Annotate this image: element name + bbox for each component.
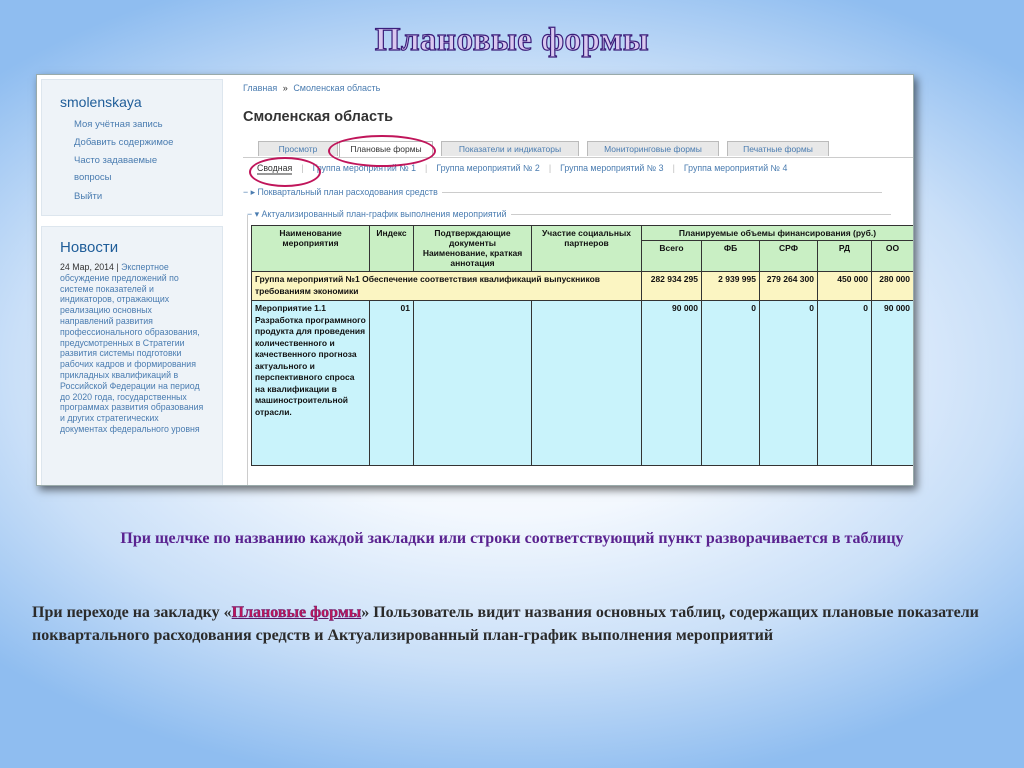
subtab-divider: | — [425, 163, 428, 173]
triangle-right-icon: ▸ — [250, 187, 256, 197]
fieldset-quarterly-label[interactable]: Поквартальный план расходования средств — [257, 187, 438, 197]
activity-rd: 0 — [818, 301, 872, 466]
col-header-funding: Планируемые объемы финансирования (руб.) — [642, 226, 914, 241]
divider-line — [511, 214, 891, 215]
activity-partners — [532, 301, 642, 466]
app-screenshot — [36, 74, 914, 486]
subtab-divider: | — [672, 163, 675, 173]
collapse-toggle-icon[interactable]: − — [247, 209, 253, 219]
group-name[interactable]: Группа мероприятий №1 Обеспечение соответствия квалификаций выпускников требованиям экономики — [252, 272, 642, 301]
page-title: Смоленская область — [243, 109, 394, 125]
news-separator: | — [116, 262, 119, 272]
explanation-text — [32, 602, 992, 647]
breadcrumb-current[interactable]: Смоленская область — [293, 83, 381, 93]
col-header-docs: Подтверждающие документы Наименование, краткая аннотация — [414, 226, 532, 272]
breadcrumb-separator: » — [282, 83, 288, 93]
col-header-total: Всего — [642, 241, 702, 272]
link-my-account[interactable]: Моя учётная запись — [74, 119, 163, 130]
col-header-srf: СРФ — [760, 241, 818, 272]
group-oo: 280 000 — [872, 272, 914, 301]
activity-docs — [414, 301, 532, 466]
explanation-highlight: Плановые формы — [231, 604, 362, 621]
breadcrumb — [243, 83, 914, 93]
col-header-rd: РД — [818, 241, 872, 272]
highlight-oval-tab — [328, 135, 436, 167]
news-heading: Новости — [60, 239, 119, 256]
group-total: 282 934 295 — [642, 272, 702, 301]
username: smolenskaya — [60, 94, 142, 110]
activity-fb: 0 — [702, 301, 760, 466]
group-srf: 279 264 300 — [760, 272, 818, 301]
highlight-oval-subtab — [249, 157, 321, 187]
fieldset-border — [247, 215, 248, 486]
table-header-row — [252, 226, 914, 241]
breadcrumb-home[interactable]: Главная — [243, 83, 278, 93]
subtab-bar — [257, 163, 787, 175]
activity-oo: 90 000 — [872, 301, 914, 466]
link-add-content[interactable]: Добавить содержимое — [74, 137, 174, 148]
tab-indicators[interactable]: Показатели и индикаторы — [441, 141, 579, 156]
col-header-name: Наименование мероприятия — [252, 226, 370, 272]
col-header-index: Индекс — [370, 226, 414, 272]
col-header-partners: Участие социальных партнеров — [532, 226, 642, 272]
subtab-group-4[interactable]: Группа мероприятий № 4 — [683, 163, 788, 173]
subtab-group-2[interactable]: Группа мероприятий № 2 — [436, 163, 540, 173]
explanation-after: » Пользователь видит названия основных таблиц, содержащих плановые показатели поквартального расходования средств и Актуализированный план-график выполнения мероприятий — [32, 604, 979, 644]
col-header-fb: ФБ — [702, 241, 760, 272]
slide-title: Плановые формы — [374, 22, 650, 58]
schedule-table — [251, 225, 914, 466]
tab-view[interactable]: Просмотр — [258, 141, 338, 156]
link-logout[interactable]: Выйти — [74, 191, 103, 202]
subtab-group-1[interactable]: Группа мероприятий № 1 — [312, 163, 417, 173]
subtab-divider: | — [301, 163, 304, 173]
tab-print-forms[interactable]: Печатные формы — [727, 141, 829, 156]
activity-name[interactable]: Мероприятие 1.1 Разработка программного продукта для проведения количественного и качественного прогноза актуального и перспективного спроса на квалификации в машиностроительной отрасли. — [252, 301, 370, 466]
divider-line — [442, 192, 882, 193]
main-content — [243, 83, 914, 417]
user-block — [41, 79, 223, 216]
fieldset-schedule-label[interactable]: Актуализированный план-график выполнения мероприятий — [261, 209, 507, 219]
fieldset-schedule-legend[interactable] — [247, 209, 914, 220]
triangle-down-icon: ▾ — [254, 209, 260, 219]
news-item[interactable] — [60, 262, 206, 435]
activity-srf: 0 — [760, 301, 818, 466]
subtab-summary[interactable]: Сводная — [257, 163, 293, 173]
click-hint-text: При щелчке по названию каждой закладки или строки соответствующий пункт разворачивается в таблицу — [120, 530, 904, 547]
sidebar — [41, 79, 223, 486]
tab-planned-forms[interactable]: Плановые формы — [339, 141, 433, 157]
news-text[interactable]: Экспертное обсуждение предложений по системе показателей и индикаторов, отражающих реализацию основных направлений развития профессионального образования, предусмотренных в Стратегии развития системы подготовки рабочих кадров и формирования прикладных квалификаций в Российской Федерации на период до 2020 года, государственных программах развития образования и других стратегических документах федерального уровня — [60, 262, 204, 434]
tab-monitoring-forms[interactable]: Мониторинговые формы — [587, 141, 719, 156]
subtab-group-3[interactable]: Группа мероприятий № 3 — [560, 163, 664, 173]
group-fb: 2 939 995 — [702, 272, 760, 301]
link-faq[interactable]: Часто задаваемые вопросы — [74, 155, 158, 183]
explanation-before: При переходе на закладку « — [32, 604, 232, 621]
fieldset-quarterly-legend[interactable] — [243, 187, 914, 198]
table-row-activity[interactable] — [252, 301, 914, 466]
subtab-divider: | — [548, 163, 552, 173]
collapse-toggle-icon[interactable]: − — [243, 187, 249, 197]
activity-index: 01 — [370, 301, 414, 466]
news-block — [41, 226, 223, 486]
activity-total: 90 000 — [642, 301, 702, 466]
group-rd: 450 000 — [818, 272, 872, 301]
col-header-oo: ОО — [872, 241, 914, 272]
table-row-group[interactable] — [252, 272, 914, 301]
news-date: 24 Мар, 2014 — [60, 262, 114, 272]
